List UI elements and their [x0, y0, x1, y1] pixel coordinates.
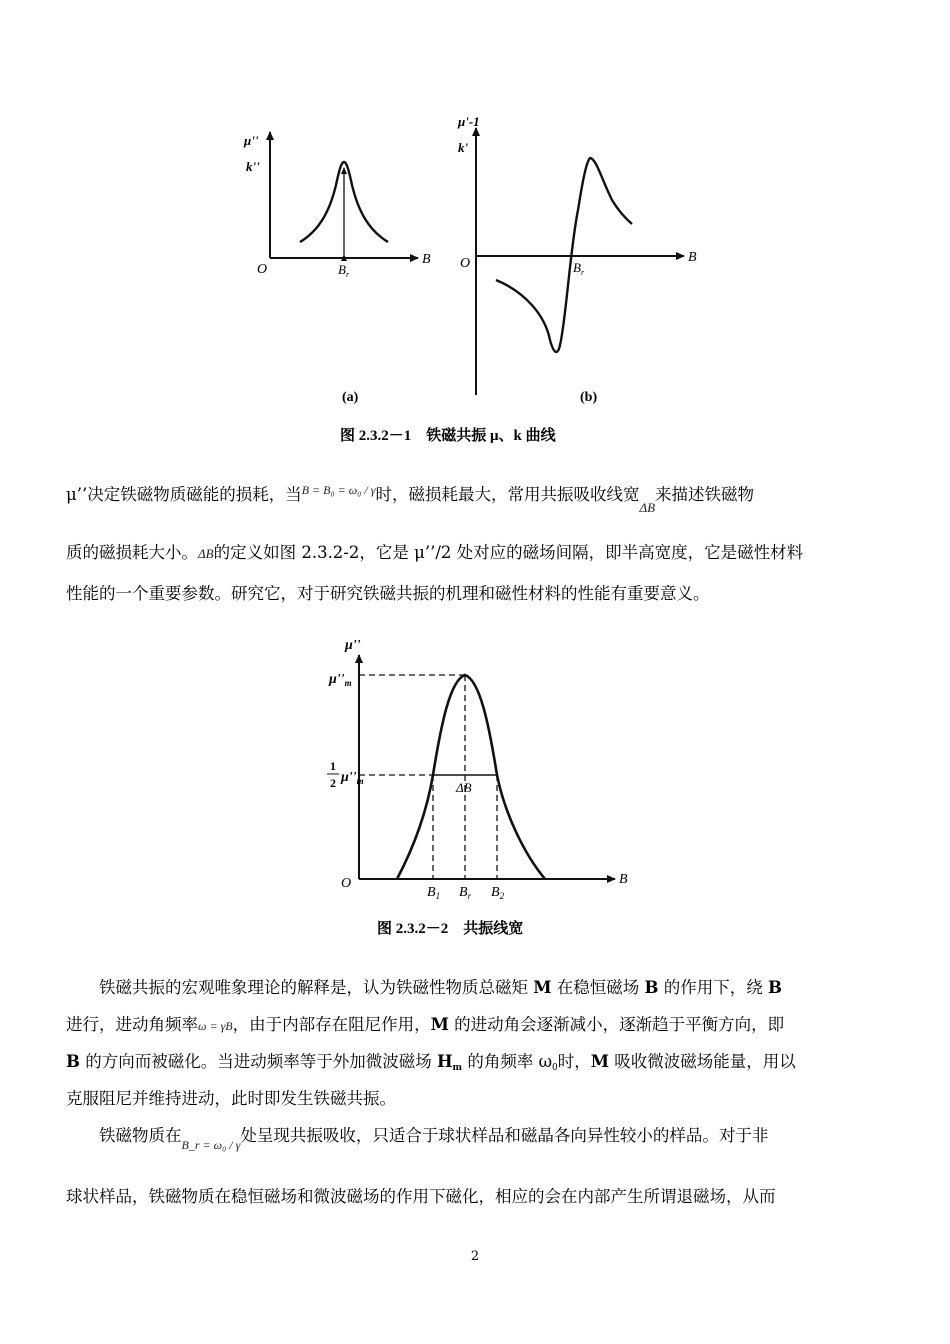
para1-line3: 性能的一个重要参数。研究它，对于研究铁磁共振的机理和磁性材料的性能有重要意义。 [66, 584, 710, 603]
formula-omega-gamma-b: ω = γB [198, 1019, 233, 1033]
figure-1-svg [240, 100, 720, 460]
symbol-b: B [644, 978, 659, 997]
formula-b-equals-b0: B = B₀ = ω₀ / γ [301, 483, 376, 497]
para1-l1-text-c: 来描述铁磁物 [655, 485, 755, 504]
fig2-absorption-curve [397, 675, 545, 879]
panel-b [457, 114, 697, 405]
panel-a-origin: O [257, 262, 268, 277]
para2-l2-text-b: ，由于内部存在阻尼作用， [232, 1015, 431, 1034]
omega-sub: 0 [552, 1063, 558, 1073]
symbol-hm [437, 1052, 462, 1071]
para2-l3-text-a: 的方向而被磁化。当进动频率等于外加微波磁场 [79, 1052, 437, 1071]
para2-l3-text-c: 时， [557, 1052, 591, 1071]
para2-line3 [66, 1050, 884, 1080]
figure-2-3-2-2 [315, 625, 635, 945]
fig2-b1-label: $B_1$ [427, 885, 441, 901]
para1-l2-text-a: 质的磁损耗大小。 [66, 543, 198, 562]
panel-b-dispersion-curve [496, 158, 632, 352]
symbol-m-3: M [590, 1052, 610, 1071]
panel-a-caption: (a) [342, 390, 359, 405]
fig2-b2-label: $B_2$ [491, 885, 505, 901]
fig2-caption: 图 2.3.2－2 共振线宽 [377, 921, 524, 937]
fig2-y-axis-label: μ'' [345, 638, 361, 653]
panel-a-y-label-2: k'' [246, 159, 260, 174]
para3-line1 [66, 1124, 884, 1152]
fig2-br-label: $B_r$ [459, 885, 472, 901]
panel-b-x-label: B [688, 250, 697, 265]
fig2-x-axis-label: B [619, 872, 628, 887]
figure-1-caption: 图 2.3.2－1 铁磁共振 μ、k 曲线 [340, 428, 556, 444]
symbol-m: M [533, 978, 552, 997]
panel-a-y-label-1: μ'' [244, 133, 259, 148]
formula-br-omega0-gamma: B_r = ω₀ / γ [181, 1138, 241, 1152]
para3-l1-text-b: 处呈现共振吸收，只适合于球状样品和磁晶各向异性较小的样品。对于非 [240, 1126, 769, 1145]
para2-l3-text-d: 吸收微波磁场能量，用以 [609, 1052, 796, 1071]
para2-l1-text-c: 的作用下，绕 [658, 978, 768, 997]
panel-b-zero-label: $B_r$ [573, 260, 585, 277]
panel-b-caption: (b) [580, 390, 598, 405]
para2-line4: 克服阻尼并维持进动，此时即发生铁磁共振。 [66, 1089, 396, 1108]
hm-sub: m [452, 1063, 463, 1073]
fig2-half-mu-label: $\mu''_m$ [341, 770, 364, 786]
hm-base: H [436, 1052, 453, 1071]
panel-b-origin: O [460, 256, 471, 271]
delta-b-symbol-2: ΔB [198, 546, 214, 561]
para2-l2-text-c: 的进动角会逐渐减小，逐渐趋于平衡方向，即 [448, 1015, 785, 1034]
para2-line1 [66, 976, 884, 1000]
para1-l2-text-b: 的定义如图 2.3.2-2，它是 μ’’/2 处对应的磁场间隔，即半高宽度，它是磁性材料 [213, 543, 804, 562]
symbol-b-3: B [66, 1052, 80, 1071]
para1-line1 [66, 483, 884, 515]
fig2-half-num: 1 [330, 759, 336, 773]
panel-b-y-label-1: μ'-1 [458, 114, 480, 129]
para2-l3-text-b: 的角频率 ω [462, 1052, 553, 1071]
panel-a-x-label: B [422, 252, 431, 267]
para2-l2-text-a: 进行，进动角频率 [66, 1015, 198, 1034]
para2-l1-text-b: 在稳恒磁场 [551, 978, 645, 997]
para1-l1-text-b: 时，磁损耗最大，常用共振吸收线宽 [375, 485, 640, 504]
fig2-delta-b-label: ΔB [456, 780, 472, 795]
panel-a-peak-label: $B_r$ [338, 262, 350, 279]
para1-line2 [66, 541, 884, 566]
panel-b-y-label-2: k' [458, 140, 469, 155]
para3-l1-text-a: 铁磁物质在 [99, 1126, 182, 1145]
panel-a [243, 132, 431, 405]
symbol-m-2: M [430, 1015, 449, 1034]
delta-b-symbol: ΔB [639, 500, 656, 515]
para3-line2: 球状样品，铁磁物质在稳恒磁场和微波磁场的作用下磁化，相应的会在内部产生所谓退磁场，从而 [66, 1187, 776, 1206]
figure-2-3-2-1 [240, 100, 720, 460]
symbol-b-2: B [767, 978, 782, 997]
para2-l1-text-a: 铁磁共振的宏观唯象理论的解释是，认为铁磁性物质总磁矩 [99, 978, 534, 997]
fig2-mu-max-label: $\mu''_m$ [329, 672, 352, 688]
para2-line2 [66, 1013, 884, 1038]
page-number: 2 [470, 1249, 480, 1264]
para1-l1-text-a: μ’’决定铁磁物质磁能的损耗，当 [66, 485, 302, 504]
figure-2-svg [315, 625, 635, 945]
fig2-half-den: 2 [330, 776, 336, 790]
fig2-origin: O [341, 876, 352, 891]
